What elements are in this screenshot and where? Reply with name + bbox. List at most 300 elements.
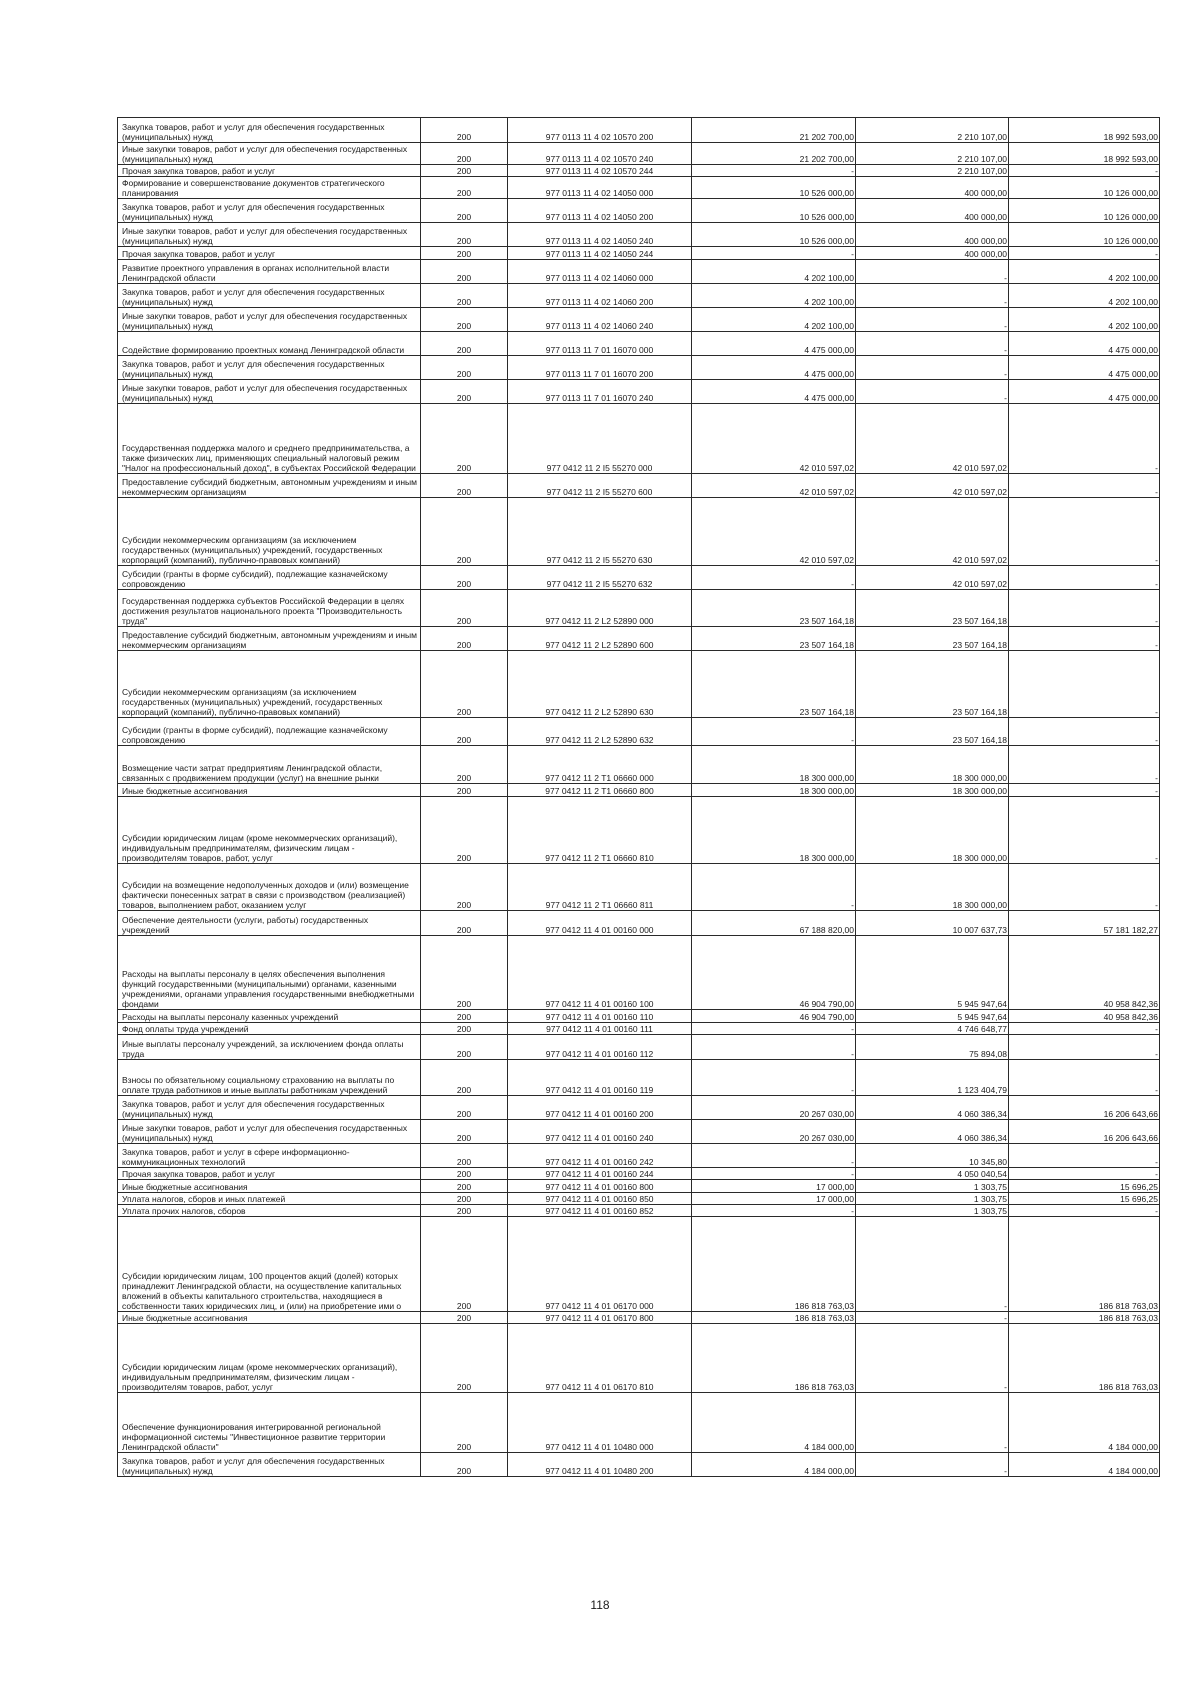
row-code: 200 [421,332,508,356]
row-value-2: 42 010 597,02 [856,498,1009,566]
row-csr: 977 0412 11 2 T1 06660 811 [508,864,692,911]
row-name: Иные бюджетные ассигнования [118,1180,421,1193]
row-value-1: - [692,1035,856,1060]
row-value-2: 400 000,00 [856,199,1009,223]
row-name: Субсидии юридическим лицам, 100 процентов акций (долей) которых принадлежит Ленинградской области, на осуществление капитальных вложений в объекты капитального строительства, находящиеся в собственности таких юридических лиц, и (или) на приобретение ими о [118,1217,421,1312]
row-value-1: - [692,1060,856,1096]
row-value-2: - [856,380,1009,404]
row-value-1: 18 300 000,00 [692,746,856,784]
row-value-2: - [856,356,1009,380]
row-value-3: 40 958 842,36 [1009,1010,1160,1023]
row-csr: 977 0412 11 4 01 10480 200 [508,1453,692,1477]
table-row [118,498,1160,566]
table-row [118,1096,1160,1120]
row-value-2: 1 303,75 [856,1205,1009,1217]
row-value-2: 18 300 000,00 [856,797,1009,864]
row-value-3: - [1009,864,1160,911]
table-row [118,1393,1160,1453]
table-row [118,784,1160,797]
table-row [118,1035,1160,1060]
row-code: 200 [421,1035,508,1060]
row-value-3: - [1009,404,1160,474]
row-value-1: 67 188 820,00 [692,911,856,936]
row-csr: 977 0113 11 4 02 14050 000 [508,177,692,199]
row-value-2: 23 507 164,18 [856,627,1009,651]
row-code: 200 [421,308,508,332]
table-row [118,1144,1160,1168]
row-code: 200 [421,165,508,177]
row-value-3: - [1009,797,1160,864]
row-csr: 977 0412 11 4 01 06170 800 [508,1312,692,1324]
row-value-1: 4 184 000,00 [692,1453,856,1477]
row-csr: 977 0412 11 4 01 10480 000 [508,1393,692,1453]
row-name: Иные закупки товаров, работ и услуг для обеспечения государственных (муниципальных) нужд [118,380,421,404]
table-row [118,911,1160,936]
row-csr: 977 0113 11 4 02 10570 244 [508,165,692,177]
row-value-3: - [1009,746,1160,784]
row-code: 200 [421,143,508,165]
row-value-3: 186 818 763,03 [1009,1217,1160,1312]
row-name: Прочая закупка товаров, работ и услуг [118,1168,421,1180]
row-name: Закупка товаров, работ и услуг для обеспечения государственных (муниципальных) нужд [118,1453,421,1477]
row-code: 200 [421,404,508,474]
row-csr: 977 0113 11 4 02 14050 200 [508,199,692,223]
row-value-3: 10 126 000,00 [1009,177,1160,199]
table-row [118,651,1160,718]
row-value-1: 18 300 000,00 [692,784,856,797]
row-csr: 977 0412 11 4 01 00160 800 [508,1180,692,1193]
row-name: Содействие формированию проектных команд Ленинградской области [118,332,421,356]
row-name: Иные закупки товаров, работ и услуг для обеспечения государственных (муниципальных) нужд [118,143,421,165]
table-row [118,260,1160,284]
row-code: 200 [421,651,508,718]
row-value-3: - [1009,1205,1160,1217]
row-csr: 977 0113 11 4 02 14050 240 [508,223,692,247]
row-value-1: 10 526 000,00 [692,177,856,199]
row-name: Расходы на выплаты персоналу в целях обеспечения выполнения функций государственными (муниципальными) органами, казенными учреждениями, органами управления государственными внебюджетными фондами [118,936,421,1010]
row-value-1: - [692,247,856,260]
row-value-1: 4 475 000,00 [692,332,856,356]
row-code: 200 [421,797,508,864]
row-code: 200 [421,1453,508,1477]
row-name: Закупка товаров, работ и услуг для обеспечения государственных (муниципальных) нужд [118,1096,421,1120]
row-value-1: 42 010 597,02 [692,404,856,474]
row-value-2: 2 210 107,00 [856,143,1009,165]
row-value-3: 40 958 842,36 [1009,936,1160,1010]
row-value-3: 16 206 643,66 [1009,1120,1160,1144]
row-value-1: 46 904 790,00 [692,936,856,1010]
row-name: Закупка товаров, работ и услуг для обеспечения государственных (муниципальных) нужд [118,356,421,380]
row-code: 200 [421,1120,508,1144]
row-csr: 977 0412 11 2 I5 55270 000 [508,404,692,474]
row-value-2: - [856,332,1009,356]
row-csr: 977 0412 11 2 I5 55270 600 [508,474,692,498]
row-value-3: - [1009,566,1160,590]
row-value-3: - [1009,498,1160,566]
row-value-2: 400 000,00 [856,177,1009,199]
row-csr: 977 0412 11 4 01 00160 112 [508,1035,692,1060]
row-value-2: 2 210 107,00 [856,118,1009,143]
row-csr: 977 0412 11 2 L2 52890 632 [508,718,692,746]
row-code: 200 [421,118,508,143]
row-value-3: 16 206 643,66 [1009,1096,1160,1120]
row-code: 200 [421,284,508,308]
table-row [118,284,1160,308]
row-csr: 977 0412 11 4 01 00160 110 [508,1010,692,1023]
row-value-2: 42 010 597,02 [856,404,1009,474]
table-row [118,404,1160,474]
row-name: Уплата налогов, сборов и иных платежей [118,1193,421,1205]
row-name: Фонд оплаты труда учреждений [118,1023,421,1035]
row-value-2: 4 060 386,34 [856,1120,1009,1144]
row-csr: 977 0113 11 4 02 14060 000 [508,260,692,284]
row-value-2: 4 060 386,34 [856,1096,1009,1120]
table-row [118,356,1160,380]
row-value-3: - [1009,590,1160,627]
row-code: 200 [421,1324,508,1393]
row-name: Иные закупки товаров, работ и услуг для обеспечения государственных (муниципальных) нужд [118,1120,421,1144]
row-value-2: 18 300 000,00 [856,864,1009,911]
row-code: 200 [421,223,508,247]
row-csr: 977 0412 11 4 01 00160 100 [508,936,692,1010]
row-csr: 977 0412 11 2 T1 06660 800 [508,784,692,797]
row-code: 200 [421,1023,508,1035]
row-value-1: 21 202 700,00 [692,118,856,143]
table-row [118,474,1160,498]
row-value-2: 1 303,75 [856,1193,1009,1205]
row-csr: 977 0412 11 4 01 00160 111 [508,1023,692,1035]
table-row [118,627,1160,651]
row-name: Иные закупки товаров, работ и услуг для обеспечения государственных (муниципальных) нужд [118,223,421,247]
row-name: Прочая закупка товаров, работ и услуг [118,165,421,177]
row-code: 200 [421,1010,508,1023]
row-csr: 977 0412 11 4 01 00160 000 [508,911,692,936]
row-value-2: 5 945 947,64 [856,936,1009,1010]
table-row [118,936,1160,1010]
row-value-1: 186 818 763,03 [692,1312,856,1324]
row-value-1: - [692,1023,856,1035]
table-row [118,1453,1160,1477]
row-value-1: 42 010 597,02 [692,498,856,566]
row-value-1: 23 507 164,18 [692,590,856,627]
row-name: Закупка товаров, работ и услуг в сфере информационно-коммуникационных технологий [118,1144,421,1168]
row-value-3: 4 475 000,00 [1009,356,1160,380]
row-value-1: 17 000,00 [692,1180,856,1193]
row-value-3: - [1009,1023,1160,1035]
table-row [118,566,1160,590]
row-name: Иные бюджетные ассигнования [118,784,421,797]
row-csr: 977 0113 11 4 02 14050 244 [508,247,692,260]
row-name: Закупка товаров, работ и услуг для обеспечения государственных (муниципальных) нужд [118,284,421,308]
row-name: Государственная поддержка малого и среднего предпринимательства, а также физических лиц, применяющих специальный налоговый режим "Налог на профессиональный доход", в субъектах Российской Федерации [118,404,421,474]
table-row [118,1217,1160,1312]
row-value-1: 4 202 100,00 [692,308,856,332]
row-name: Предоставление субсидий бюджетным, автономным учреждениям и иным некоммерческим организациям [118,474,421,498]
table-row [118,1060,1160,1096]
table-row [118,247,1160,260]
row-value-1: 4 475 000,00 [692,356,856,380]
row-value-2: - [856,1324,1009,1393]
row-value-2: 4 050 040,54 [856,1168,1009,1180]
row-name: Предоставление субсидий бюджетным, автономным учреждениям и иным некоммерческим организациям [118,627,421,651]
row-value-3: 186 818 763,03 [1009,1324,1160,1393]
table-row [118,332,1160,356]
row-csr: 977 0412 11 4 01 00160 244 [508,1168,692,1180]
row-value-3: - [1009,1035,1160,1060]
row-name: Развитие проектного управления в органах исполнительной власти Ленинградской области [118,260,421,284]
row-value-2: 2 210 107,00 [856,165,1009,177]
row-value-1: 10 526 000,00 [692,223,856,247]
row-value-2: - [856,308,1009,332]
row-name: Субсидии на возмещение недополученных доходов и (или) возмещение фактически понесенных затрат в связи с производством (реализацией) товаров, выполнением работ, оказанием услуг [118,864,421,911]
row-value-3: 4 475 000,00 [1009,380,1160,404]
row-code: 200 [421,247,508,260]
budget-table [117,117,1160,1477]
row-csr: 977 0412 11 2 I5 55270 630 [508,498,692,566]
table-row [118,1120,1160,1144]
row-name: Закупка товаров, работ и услуг для обеспечения государственных (муниципальных) нужд [118,199,421,223]
row-csr: 977 0412 11 4 01 00160 242 [508,1144,692,1168]
row-value-1: 20 267 030,00 [692,1120,856,1144]
row-code: 200 [421,1193,508,1205]
row-value-1: 4 475 000,00 [692,380,856,404]
row-value-3: 4 202 100,00 [1009,308,1160,332]
table-row [118,746,1160,784]
row-value-1: 23 507 164,18 [692,651,856,718]
row-value-3: - [1009,627,1160,651]
row-value-2: - [856,1217,1009,1312]
row-csr: 977 0113 11 4 02 10570 200 [508,118,692,143]
table-row [118,797,1160,864]
row-code: 200 [421,1060,508,1096]
row-value-1: - [692,864,856,911]
row-value-1: 4 184 000,00 [692,1393,856,1453]
row-value-1: - [692,718,856,746]
row-code: 200 [421,1180,508,1193]
budget-table-body [118,118,1160,1477]
table-row [118,165,1160,177]
row-value-3: 4 475 000,00 [1009,332,1160,356]
row-code: 200 [421,1393,508,1453]
row-value-1: 18 300 000,00 [692,797,856,864]
row-code: 200 [421,177,508,199]
row-name: Прочая закупка товаров, работ и услуг [118,247,421,260]
row-code: 200 [421,199,508,223]
row-code: 200 [421,566,508,590]
row-value-1: 186 818 763,03 [692,1324,856,1393]
row-csr: 977 0412 11 2 L2 52890 630 [508,651,692,718]
page-number: 118 [590,1598,610,1612]
row-name: Субсидии некоммерческим организациям (за исключением государственных (муниципальных) учреждений, государственных корпораций (компаний), публично-правовых компаний) [118,651,421,718]
row-value-3: 15 696,25 [1009,1180,1160,1193]
row-value-3: 18 992 593,00 [1009,118,1160,143]
row-value-1: - [692,566,856,590]
table-row [118,143,1160,165]
table-row [118,1180,1160,1193]
row-value-1: 42 010 597,02 [692,474,856,498]
row-value-2: 10 007 637,73 [856,911,1009,936]
row-csr: 977 0412 11 4 01 00160 850 [508,1193,692,1205]
row-value-2: 23 507 164,18 [856,651,1009,718]
row-name: Субсидии некоммерческим организациям (за исключением государственных (муниципальных) учреждений, государственных корпораций (компаний), публично-правовых компаний) [118,498,421,566]
table-row [118,1023,1160,1035]
row-value-3: - [1009,165,1160,177]
row-value-3: - [1009,1168,1160,1180]
row-csr: 977 0412 11 4 01 00160 852 [508,1205,692,1217]
row-code: 200 [421,911,508,936]
row-code: 200 [421,260,508,284]
row-value-3: - [1009,718,1160,746]
row-value-3: - [1009,1060,1160,1096]
table-row [118,308,1160,332]
row-name: Уплата прочих налогов, сборов [118,1205,421,1217]
row-value-3: 4 184 000,00 [1009,1393,1160,1453]
row-value-1: 186 818 763,03 [692,1217,856,1312]
row-value-3: 15 696,25 [1009,1193,1160,1205]
row-value-2: 23 507 164,18 [856,718,1009,746]
row-name: Иные выплаты персоналу учреждений, за исключением фонда оплаты труда [118,1035,421,1060]
row-value-3: 4 202 100,00 [1009,260,1160,284]
row-value-3: - [1009,651,1160,718]
row-value-2: 5 945 947,64 [856,1010,1009,1023]
row-value-3: - [1009,474,1160,498]
row-code: 200 [421,1168,508,1180]
row-value-3: - [1009,247,1160,260]
table-row [118,1312,1160,1324]
row-code: 200 [421,1217,508,1312]
row-value-2: 42 010 597,02 [856,566,1009,590]
row-value-2: 1 123 404,79 [856,1060,1009,1096]
row-value-1: 4 202 100,00 [692,260,856,284]
row-code: 200 [421,627,508,651]
row-value-2: - [856,1312,1009,1324]
row-code: 200 [421,498,508,566]
row-value-1: - [692,1205,856,1217]
row-name: Государственная поддержка субъектов Российской Федерации в целях достижения результатов национального проекта "Производительность труда" [118,590,421,627]
row-code: 200 [421,1205,508,1217]
table-row [118,199,1160,223]
row-value-2: 18 300 000,00 [856,784,1009,797]
row-value-2: 1 303,75 [856,1180,1009,1193]
row-value-3: 57 181 182,27 [1009,911,1160,936]
row-csr: 977 0412 11 4 01 06170 000 [508,1217,692,1312]
row-value-1: 21 202 700,00 [692,143,856,165]
table-row [118,1010,1160,1023]
row-csr: 977 0113 11 4 02 14060 200 [508,284,692,308]
row-value-2: - [856,1393,1009,1453]
table-row [118,590,1160,627]
row-value-1: 20 267 030,00 [692,1096,856,1120]
table-row [118,1193,1160,1205]
row-name: Субсидии юридическим лицам (кроме некоммерческих организаций), индивидуальным предпринимателям, физическим лицам - производителям товаров, работ, услуг [118,797,421,864]
row-code: 200 [421,936,508,1010]
row-name: Субсидии (гранты в форме субсидий), подлежащие казначейскому сопровождению [118,718,421,746]
row-csr: 977 0412 11 4 01 00160 200 [508,1096,692,1120]
row-name: Закупка товаров, работ и услуг для обеспечения государственных (муниципальных) нужд [118,118,421,143]
row-csr: 977 0412 11 2 L2 52890 000 [508,590,692,627]
table-row [118,1205,1160,1217]
row-value-1: 23 507 164,18 [692,627,856,651]
row-value-2: 42 010 597,02 [856,474,1009,498]
row-value-1: - [692,1168,856,1180]
row-value-3: 10 126 000,00 [1009,199,1160,223]
row-value-2: 10 345,80 [856,1144,1009,1168]
row-csr: 977 0113 11 4 02 10570 240 [508,143,692,165]
row-csr: 977 0412 11 2 L2 52890 600 [508,627,692,651]
row-code: 200 [421,474,508,498]
row-code: 200 [421,864,508,911]
row-csr: 977 0113 11 7 01 16070 000 [508,332,692,356]
row-name: Субсидии (гранты в форме субсидий), подлежащие казначейскому сопровождению [118,566,421,590]
row-csr: 977 0113 11 7 01 16070 240 [508,380,692,404]
row-code: 200 [421,1096,508,1120]
row-code: 200 [421,718,508,746]
row-csr: 977 0412 11 2 I5 55270 632 [508,566,692,590]
row-value-3: 4 202 100,00 [1009,284,1160,308]
row-code: 200 [421,356,508,380]
row-value-1: 10 526 000,00 [692,199,856,223]
row-value-1: - [692,1144,856,1168]
row-value-1: 46 904 790,00 [692,1010,856,1023]
row-name: Обеспечение деятельности (услуги, работы) государственных учреждений [118,911,421,936]
row-code: 200 [421,1144,508,1168]
row-value-1: 4 202 100,00 [692,284,856,308]
row-value-2: - [856,260,1009,284]
row-code: 200 [421,590,508,627]
row-value-2: - [856,1453,1009,1477]
row-value-1: 17 000,00 [692,1193,856,1205]
row-value-2: - [856,284,1009,308]
row-code: 200 [421,784,508,797]
row-name: Взносы по обязательному социальному страхованию на выплаты по оплате труда работников и иные выплаты работникам учреждений [118,1060,421,1096]
row-value-3: 18 992 593,00 [1009,143,1160,165]
row-csr: 977 0412 11 4 01 00160 240 [508,1120,692,1144]
row-value-2: 4 746 648,77 [856,1023,1009,1035]
row-code: 200 [421,380,508,404]
row-code: 200 [421,746,508,784]
table-row [118,1324,1160,1393]
row-csr: 977 0412 11 2 T1 06660 000 [508,746,692,784]
row-value-3: 10 126 000,00 [1009,223,1160,247]
row-value-2: 75 894,08 [856,1035,1009,1060]
row-name: Субсидии юридическим лицам (кроме некоммерческих организаций), индивидуальным предпринимателям, физическим лицам - производителям товаров, работ, услуг [118,1324,421,1393]
row-csr: 977 0113 11 7 01 16070 200 [508,356,692,380]
row-value-2: 23 507 164,18 [856,590,1009,627]
row-value-2: 18 300 000,00 [856,746,1009,784]
row-name: Расходы на выплаты персоналу казенных учреждений [118,1010,421,1023]
table-row [118,864,1160,911]
row-csr: 977 0412 11 4 01 00160 119 [508,1060,692,1096]
row-csr: 977 0412 11 2 T1 06660 810 [508,797,692,864]
row-value-3: 186 818 763,03 [1009,1312,1160,1324]
table-row [118,223,1160,247]
row-csr: 977 0113 11 4 02 14060 240 [508,308,692,332]
row-value-3: - [1009,1144,1160,1168]
table-row [118,177,1160,199]
row-name: Обеспечение функционирования интегрированной региональной информационной системы "Инвестиционное развитие территории Ленинградской области" [118,1393,421,1453]
table-row [118,380,1160,404]
row-name: Формирование и совершенствование документов стратегического планирования [118,177,421,199]
row-name: Возмещение части затрат предприятиям Ленинградской области, связанных с продвижением продукции (услуг) на внешние рынки [118,746,421,784]
row-value-3: 4 184 000,00 [1009,1453,1160,1477]
row-value-3: - [1009,784,1160,797]
row-code: 200 [421,1312,508,1324]
row-csr: 977 0412 11 4 01 06170 810 [508,1324,692,1393]
table-row [118,718,1160,746]
row-name: Иные бюджетные ассигнования [118,1312,421,1324]
table-row [118,118,1160,143]
row-name: Иные закупки товаров, работ и услуг для обеспечения государственных (муниципальных) нужд [118,308,421,332]
